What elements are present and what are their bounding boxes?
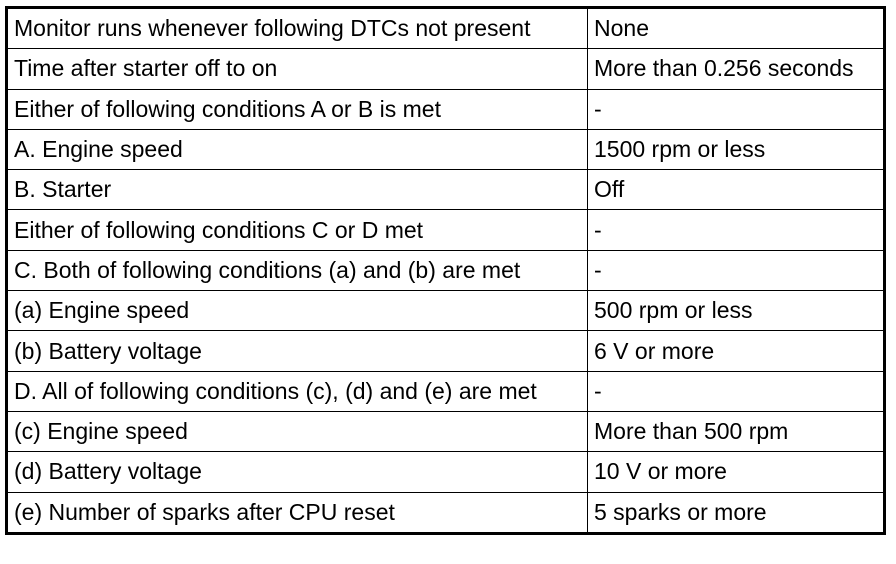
condition-item-cell: Either of following conditions A or B is met	[7, 89, 588, 129]
condition-value-cell: -	[588, 89, 885, 129]
table-row	[7, 371, 885, 411]
table-row	[7, 49, 885, 89]
condition-item-cell: Either of following conditions C or D met	[7, 210, 588, 250]
condition-value-cell: More than 500 rpm	[588, 411, 885, 451]
condition-item-cell: (e) Number of sparks after CPU reset	[7, 492, 588, 533]
table-row	[7, 291, 885, 331]
condition-item-cell: B. Starter	[7, 170, 588, 210]
conditions-table-body	[7, 8, 885, 534]
conditions-table	[5, 6, 886, 535]
condition-value-cell: 1500 rpm or less	[588, 129, 885, 169]
condition-value-cell: 500 rpm or less	[588, 291, 885, 331]
table-row	[7, 411, 885, 451]
condition-item-cell: (d) Battery voltage	[7, 452, 588, 492]
condition-value-cell: 10 V or more	[588, 452, 885, 492]
condition-value-cell: More than 0.256 seconds	[588, 49, 885, 89]
table-row	[7, 89, 885, 129]
table-row	[7, 8, 885, 49]
condition-item-cell: Time after starter off to on	[7, 49, 588, 89]
condition-value-cell: -	[588, 250, 885, 290]
condition-value-cell: -	[588, 210, 885, 250]
condition-item-cell: (c) Engine speed	[7, 411, 588, 451]
condition-item-cell: D. All of following conditions (c), (d) and (e) are met	[7, 371, 588, 411]
condition-value-cell: 6 V or more	[588, 331, 885, 371]
table-row	[7, 492, 885, 533]
table-row	[7, 452, 885, 492]
table-row	[7, 170, 885, 210]
condition-item-cell: (a) Engine speed	[7, 291, 588, 331]
condition-value-cell: None	[588, 8, 885, 49]
table-row	[7, 129, 885, 169]
condition-item-cell: A. Engine speed	[7, 129, 588, 169]
condition-value-cell: -	[588, 371, 885, 411]
condition-value-cell: Off	[588, 170, 885, 210]
table-row	[7, 250, 885, 290]
condition-value-cell: 5 sparks or more	[588, 492, 885, 533]
condition-item-cell: Monitor runs whenever following DTCs not present	[7, 8, 588, 49]
condition-item-cell: (b) Battery voltage	[7, 331, 588, 371]
condition-item-cell: C. Both of following conditions (a) and (b) are met	[7, 250, 588, 290]
table-row	[7, 331, 885, 371]
table-row	[7, 210, 885, 250]
